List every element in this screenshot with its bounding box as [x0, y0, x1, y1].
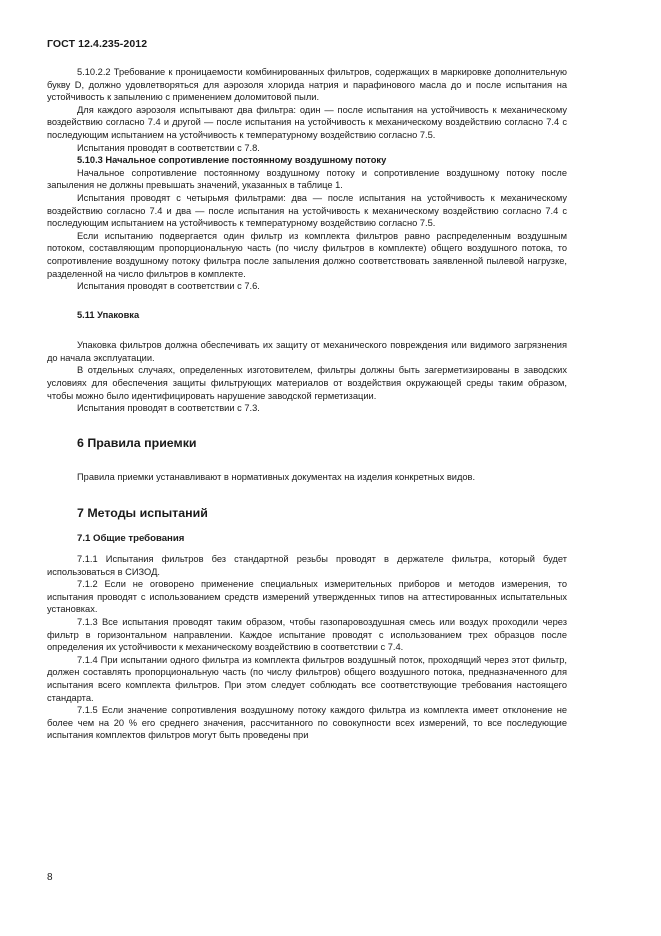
paragraph: Начальное сопротивление постоянному воздушному потоку и сопротивление воздушному потоку после запыления не должны превышать значений, указанных в таблице 1. — [47, 167, 567, 191]
paragraph-7-1-1: 7.1.1 Испытания фильтров без стандартной резьбы проводят в держателе фильтра, который будет использоваться в СИЗОД. — [47, 554, 567, 577]
paragraph: Правила приемки устанавливают в нормативных документах на изделия конкретных видов. — [77, 471, 476, 482]
subsection-heading-7-1: 7.1 Общие требования — [77, 533, 185, 545]
section-heading-7: 7 Методы испытаний — [77, 506, 208, 521]
paragraph-7-1-2: 7.1.2 Если не оговорено применение специальных измерительных приборов и методов измерения, то испытания проводят с использованием средств измерений утвержденных типов на аттестированных испытательных установках. — [47, 579, 567, 615]
page-number: 8 — [47, 872, 53, 883]
paragraph-5-10-2-2: 5.10.2.2 Требование к проницаемости комбинированных фильтров, содержащих в маркировке дополнительную букву D, должно удовлетворяться для аэрозоля хлорида натрия и парафинового масла до и после испытания на устойчивость к запылению с применением доломитовой пыли. — [47, 67, 567, 103]
paragraph: В отдельных случаях, определенных изготовителем, фильтры должны быть загерметизированы в заводских условиях для обеспечения защиты фильтрующих материалов от воздействия окружающей среды таким образом, чтобы можно было идентифицировать нарушение заводской герметизации. — [47, 365, 567, 401]
paragraph-7-1-4: 7.1.4 При испытании одного фильтра из комплекта фильтров воздушный поток, проходящий через этот фильтр, должен составлять пропорциональную часть (по числу фильтров) общего воздушного потока, предназначенного для испытания всего комплекта фильтров. При этом следует соблюдать все соответствующие требования настоящего стандарта. — [47, 654, 567, 703]
paragraph-7-1-5: 7.1.5 Если значение сопротивления воздушному потоку каждого фильтра из комплекта имеет отклонение не более чем на 20 % его среднего значения, рассчитанного по совокупности всех измерений, то все последующие испытания комплектов фильтров могут быть проведены при — [47, 705, 567, 741]
paragraph: Испытания проводят в соответствии с 7.8. — [77, 142, 260, 153]
paragraph: Для каждого аэрозоля испытывают два фильтра: один — после испытания на устойчивость к механическому воздействию согласно 7.4 и другой — после испытания на устойчивость к механическому воздействию согласно 7.4 с последующим испытанием на устойчивость к температурному воздействию согласно 7.5. — [47, 104, 567, 140]
section-heading-6: 6 Правила приемки — [77, 435, 197, 450]
page-body — [47, 66, 567, 742]
paragraph: Если испытанию подвергается один фильтр из комплекта фильтров равно распределенным воздушным потоком, составляющим пропорциональную часть (по числу фильтров в комплекте) общего воздушного потока, то сопротивление воздушному потоку фильтра после запыления должно соответствовать заявленной пылевой нагрузке, разделенной на число фильтров в комплекте. — [47, 230, 567, 279]
paragraph: Испытания проводят с четырьмя фильтрами: два — после испытания на устойчивость к механическому воздействию согласно 7.4 и два — после испытания на устойчивость к механическому воздействию согласно 7.4 с последующим испытанием на устойчивость к температурному воздействию согласно 7.5. — [47, 192, 567, 229]
paragraph: Испытания проводят в соответствии с 7.3. — [77, 403, 260, 414]
document-header: ГОСТ 12.4.235-2012 — [47, 38, 148, 50]
paragraph: Упаковка фильтров должна обеспечивать их защиту от механического повреждения или видимого загрязнения до начала эксплуатации. — [47, 340, 567, 363]
subsection-heading-5-10-3: 5.10.3 Начальное сопротивление постоянному воздушному потоку — [77, 155, 387, 166]
paragraph: Испытания проводят в соответствии с 7.6. — [77, 281, 260, 292]
paragraph-7-1-3: 7.1.3 Все испытания проводят таким образом, чтобы газопаровоздушная смесь или воздух проходили через фильтр в горизонтальном направлении. Каждое испытание проводят с использованием трех образцов после определения их устойчивости к механическому воздействию в соответствии с 7.4. — [47, 617, 567, 653]
section-heading-5-11: 5.11 Упаковка — [77, 309, 140, 320]
